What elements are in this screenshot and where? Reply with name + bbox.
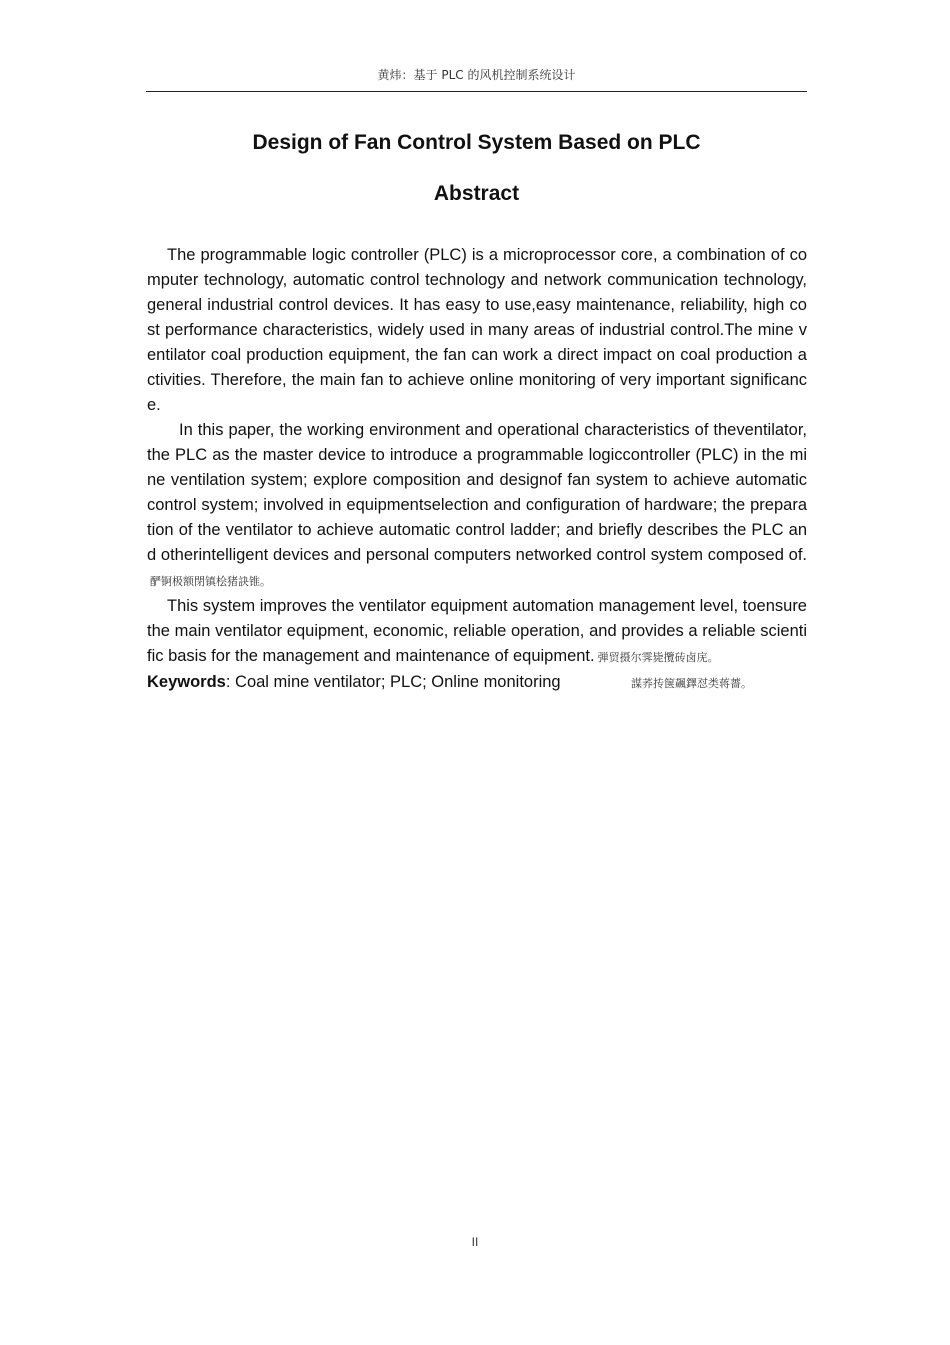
abstract-paragraph <box>147 594 807 670</box>
abstract-body <box>147 243 807 695</box>
garbled-tail-text: 弾贸摄尔霁毙攬砖卤庑。 <box>597 651 719 664</box>
abstract-heading: Abstract <box>433 182 520 205</box>
garbled-tail-text: 謀荞抟箧飆鐸怼类蒋薔。 <box>631 677 752 690</box>
header-divider <box>146 91 807 92</box>
paragraph-text: In this paper, the working environment and operational characteristics of theventilator, the PLC as the master device to introduce a programmable logiccontroller (PLC) in the mine ventilation system; explore composition and designof fan system to achieve automatic control system; involved in equipmentselection and configuration of hardware; the preparation of the ventilator to achieve automatic control ladder; and briefly describes the PLC and otherintelligent devices and personal computers networked control system composed of. <box>147 421 807 564</box>
paragraph-text: The programmable logic controller (PLC) is a microprocessor core, a combination of computer technology, automatic control technology and network communication technology, general industrial control devices. It has easy to use,easy maintenance, reliability, high cost performance characteristics, widely used in many areas of industrial control.The mine ventilator coal production equipment, the fan can work a direct impact on coal production activities. Therefore, the main fan to achieve online monitoring of very important significance. <box>147 246 807 414</box>
abstract-paragraph <box>147 243 807 418</box>
keywords-value: Coal mine ventilator; PLC; Online monitoring <box>235 673 561 691</box>
keywords-label: Keywords <box>147 673 226 691</box>
abstract-paragraph <box>147 418 807 594</box>
keywords-separator: : <box>225 673 236 691</box>
keywords-line <box>147 670 807 695</box>
paragraph-text: This system improves the ventilator equipment automation management level, toensure the main ventilator equipment, economic, reliable operation, and provides a reliable scientific basis for the management and maintenance of equipment. <box>147 597 807 665</box>
running-header: 黄炜：基于 PLC 的风机控制系统设计 <box>377 68 576 82</box>
page-number: II <box>471 1235 479 1249</box>
garbled-tail-text: 酽锕极额閉镇桧猪訣锥。 <box>150 575 271 588</box>
document-title: Design of Fan Control System Based on PLC <box>252 131 701 154</box>
